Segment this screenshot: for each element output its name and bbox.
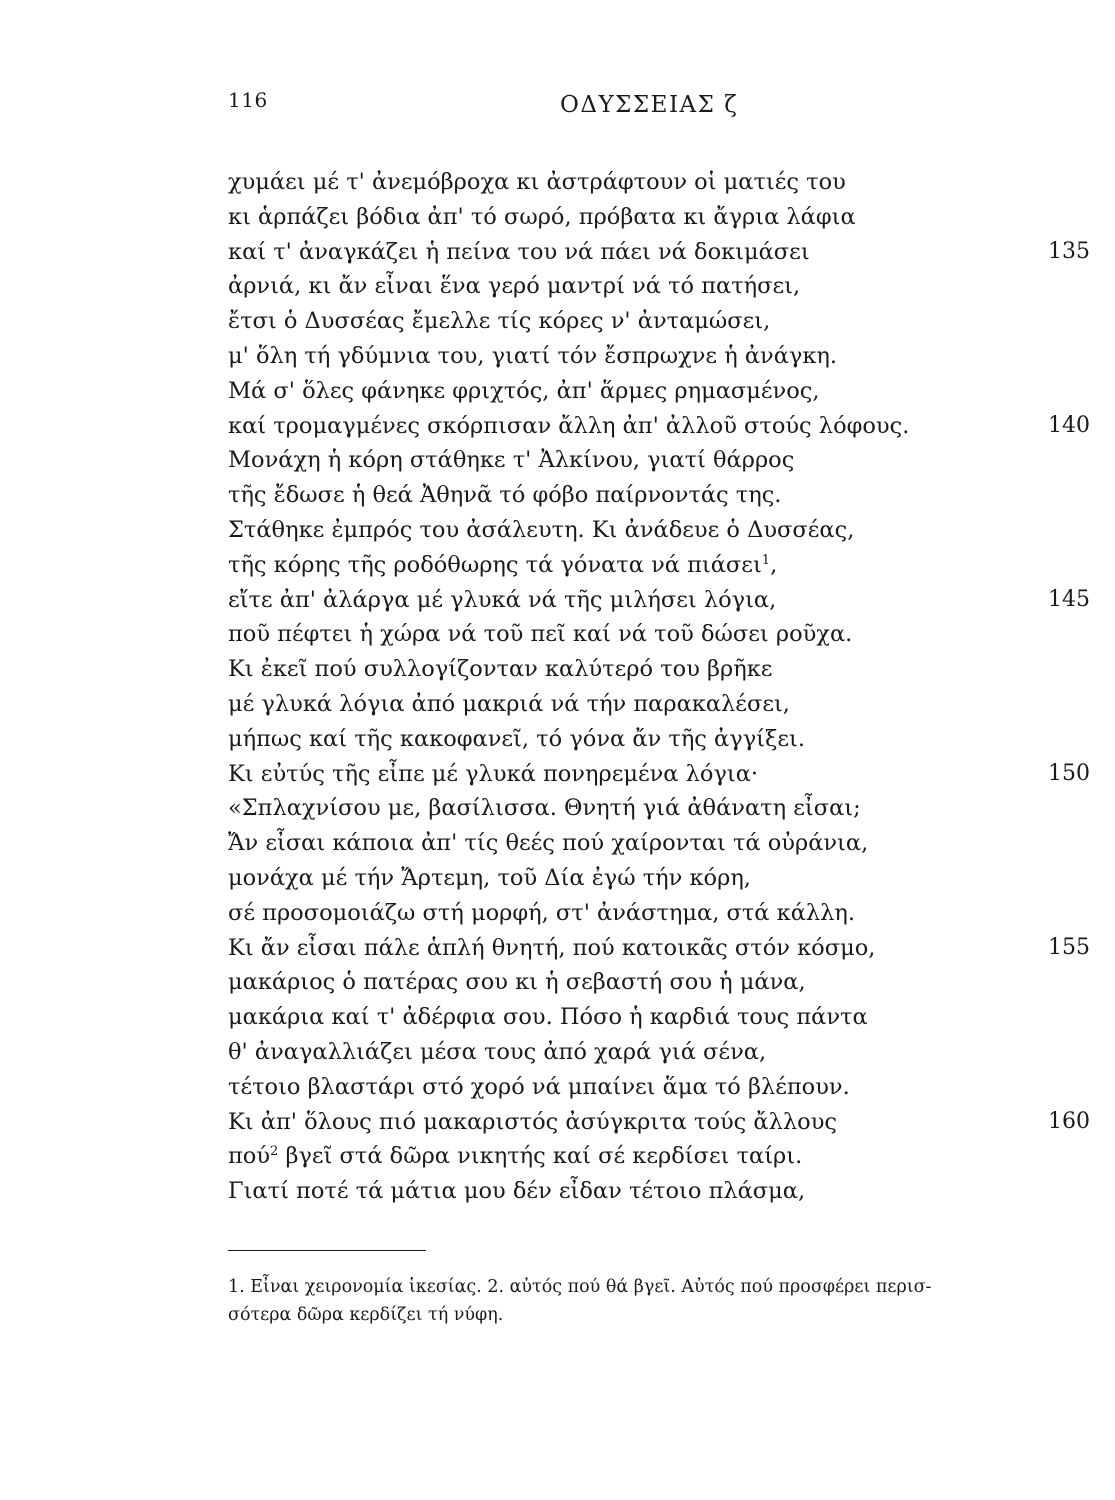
verse-text: θ' ἀναγαλλιάζει μέσα τους ἀπό χαρά γιά σένα, (228, 1038, 767, 1065)
verse-text: μήπως καί τῆς κακοφανεῖ, τό γόνα ἄν τῆς ἀγγίξει. (228, 725, 805, 752)
verse-line (0, 1070, 1115, 1105)
verse-text: Κι εὐτύς τῆς εἶπε μέ γλυκά πονηρεμένα λόγια· (228, 760, 759, 787)
verse-line (0, 861, 1115, 896)
verse-text: πού$^2$ βγεῖ στά δῶρα νικητής καί σέ κερδίσει ταίρι. (228, 1143, 803, 1170)
verse-line (0, 965, 1115, 1000)
verse-line (0, 374, 1115, 409)
verse-line (0, 722, 1115, 757)
verse-text: τέτοιο βλαστάρι στό χορό νά μπαίνει ἅμα τό βλέπουν. (228, 1073, 850, 1100)
verse-text: μονάχα μέ τήν Ἄρτεμη, τοῦ Δία ἐγώ τήν κόρη, (228, 864, 751, 891)
footnote-line: σότερα δῶρα κερδίζει τή νύφη. (228, 1305, 504, 1325)
verse-text: ἔτσι ὁ Δυσσέας ἔμελλε τίς κόρες ν' ἀνταμώσει, (228, 308, 771, 335)
verse-line (0, 478, 1115, 513)
line-number: 145 (1048, 586, 1090, 612)
footnotes (228, 1273, 1088, 1329)
verse-text: μακάρια καί τ' ἀδέρφια σου. Πόσο ἡ καρδιά τους πάντα (228, 1004, 868, 1031)
verse-text: Μά σ' ὅλες φάνηκε φριχτός, ἀπ' ἅρμες ρημασμένος, (228, 377, 820, 404)
verse-text: «Σπλαχνίσου με, βασίλισσα. Θνητή γιά ἀθάνατη εἶσαι; (228, 795, 861, 822)
verse-text: χυμάει μέ τ' ἀνεμόβροχα κι ἀστράφτουν οἱ ματιές του (228, 169, 846, 195)
verse-line (0, 1174, 1115, 1209)
verse-text: μ' ὅλη τή γδύμνια του, γιατί τόν ἔσπρωχνε ἡ ἀνάγκη. (228, 342, 838, 369)
verse-line (0, 791, 1115, 826)
verse-line (0, 757, 1115, 792)
verse-text: Κι ἄν εἶσαι πάλε ἁπλή θνητή, πού κατοικᾶς στόν κόσμο, (228, 934, 876, 961)
verse-line (0, 687, 1115, 722)
verse-text: ἀρνιά, κι ἄν εἶναι ἕνα γερό μαντρί νά τό πατήσει, (228, 273, 801, 300)
line-number: 135 (1048, 238, 1090, 264)
verse-line (0, 513, 1115, 548)
verse-text: Γιατί ποτέ τά μάτια μου δέν εἶδαν τέτοιο πλάσμα, (228, 1178, 806, 1205)
verse-line (0, 548, 1115, 583)
verse-text: σέ προσομοιάζω στή μορφή, στ' ἀνάστημα, στά κάλλη. (228, 899, 856, 926)
verse-line (0, 165, 1115, 200)
verse-line (0, 931, 1115, 966)
verse-text: καί τ' ἀναγκάζει ἡ πείνα του νά πάει νά δοκιμάσει (228, 238, 810, 265)
verse-line (0, 617, 1115, 652)
footnote-marker: 1 (761, 552, 771, 568)
line-number: 160 (1048, 1108, 1090, 1134)
verse-line (0, 269, 1115, 304)
verse-line (0, 826, 1115, 861)
verse-text: Κι ἐκεῖ πού συλλογίζονταν καλύτερό του βρῆκε (228, 656, 773, 683)
verse-text: Στάθηκε ἐμπρός του ἀσάλευτη. Κι ἀνάδευε ὁ Δυσσέας, (228, 516, 855, 543)
verse-text: εἴτε ἀπ' ἀλάργα μέ γλυκά νά τῆς μιλήσει λόγια, (228, 586, 777, 613)
verse-text: μέ γλυκά λόγια ἀπό μακριά νά τήν παρακαλέσει, (228, 690, 790, 717)
verse-text: ποῦ πέφτει ἡ χώρα νά τοῦ πεῖ καί νά τοῦ δώσει ροῦχα. (228, 621, 853, 648)
verse-line (0, 443, 1115, 478)
page-number: 116 (228, 88, 268, 112)
verse-line (0, 896, 1115, 931)
verse-line (0, 1035, 1115, 1070)
verse-text: καί τρομαγμένες σκόρπισαν ἄλλη ἀπ' ἀλλοῦ στούς λόφους. (228, 412, 910, 439)
footnote-line: 1. Εἶναι χειρονομία ἱκεσίας. 2. αὐτός πού θά βγεῖ. Αὐτός πού προσφέρει περισ- (228, 1277, 932, 1297)
verse-line (0, 339, 1115, 374)
line-number: 140 (1048, 412, 1090, 438)
verse-text: μακάριος ὁ πατέρας σου κι ἡ σεβαστή σου ἡ μάνα, (228, 969, 806, 996)
verse-line (0, 200, 1115, 235)
verse-text: κι ἁρπάζει βόδια ἀπ' τό σωρό, πρόβατα κι ἄγρια λάφια (228, 203, 856, 230)
verse-line (0, 235, 1115, 270)
verse-line (0, 1105, 1115, 1140)
verse-text: Ἄν εἶσαι κάποια ἀπ' τίς θεές πού χαίρονται τά οὐράνια, (228, 830, 869, 857)
verse-line (0, 583, 1115, 618)
line-number: 155 (1048, 934, 1090, 960)
verse-line (0, 1139, 1115, 1174)
verse-line (0, 304, 1115, 339)
verse-line (0, 1000, 1115, 1035)
verse-text: Κι ἀπ' ὅλους πιό μακαριστός ἀσύγκριτα τούς ἄλλους (228, 1108, 837, 1135)
running-title: ΟΔΥΣΣΕΙΑΣ ζ (560, 92, 739, 118)
footnote-marker: 2 (270, 1144, 279, 1160)
verse-block (0, 165, 1115, 1209)
verse-text: Μονάχη ἡ κόρη στάθηκε τ' Ἀλκίνου, γιατί θάρρος (228, 447, 795, 474)
verse-text: τῆς ἔδωσε ἡ θεά Ἀθηνᾶ τό φόβο παίρνοντάς της. (228, 482, 782, 509)
verse-line (0, 652, 1115, 687)
verse-line (0, 409, 1115, 444)
footnote-divider (228, 1250, 426, 1251)
line-number: 150 (1048, 760, 1090, 786)
verse-text: τῆς κόρης τῆς ροδόθωρης τά γόνατα νά πιάσει$^1$, (228, 551, 778, 578)
